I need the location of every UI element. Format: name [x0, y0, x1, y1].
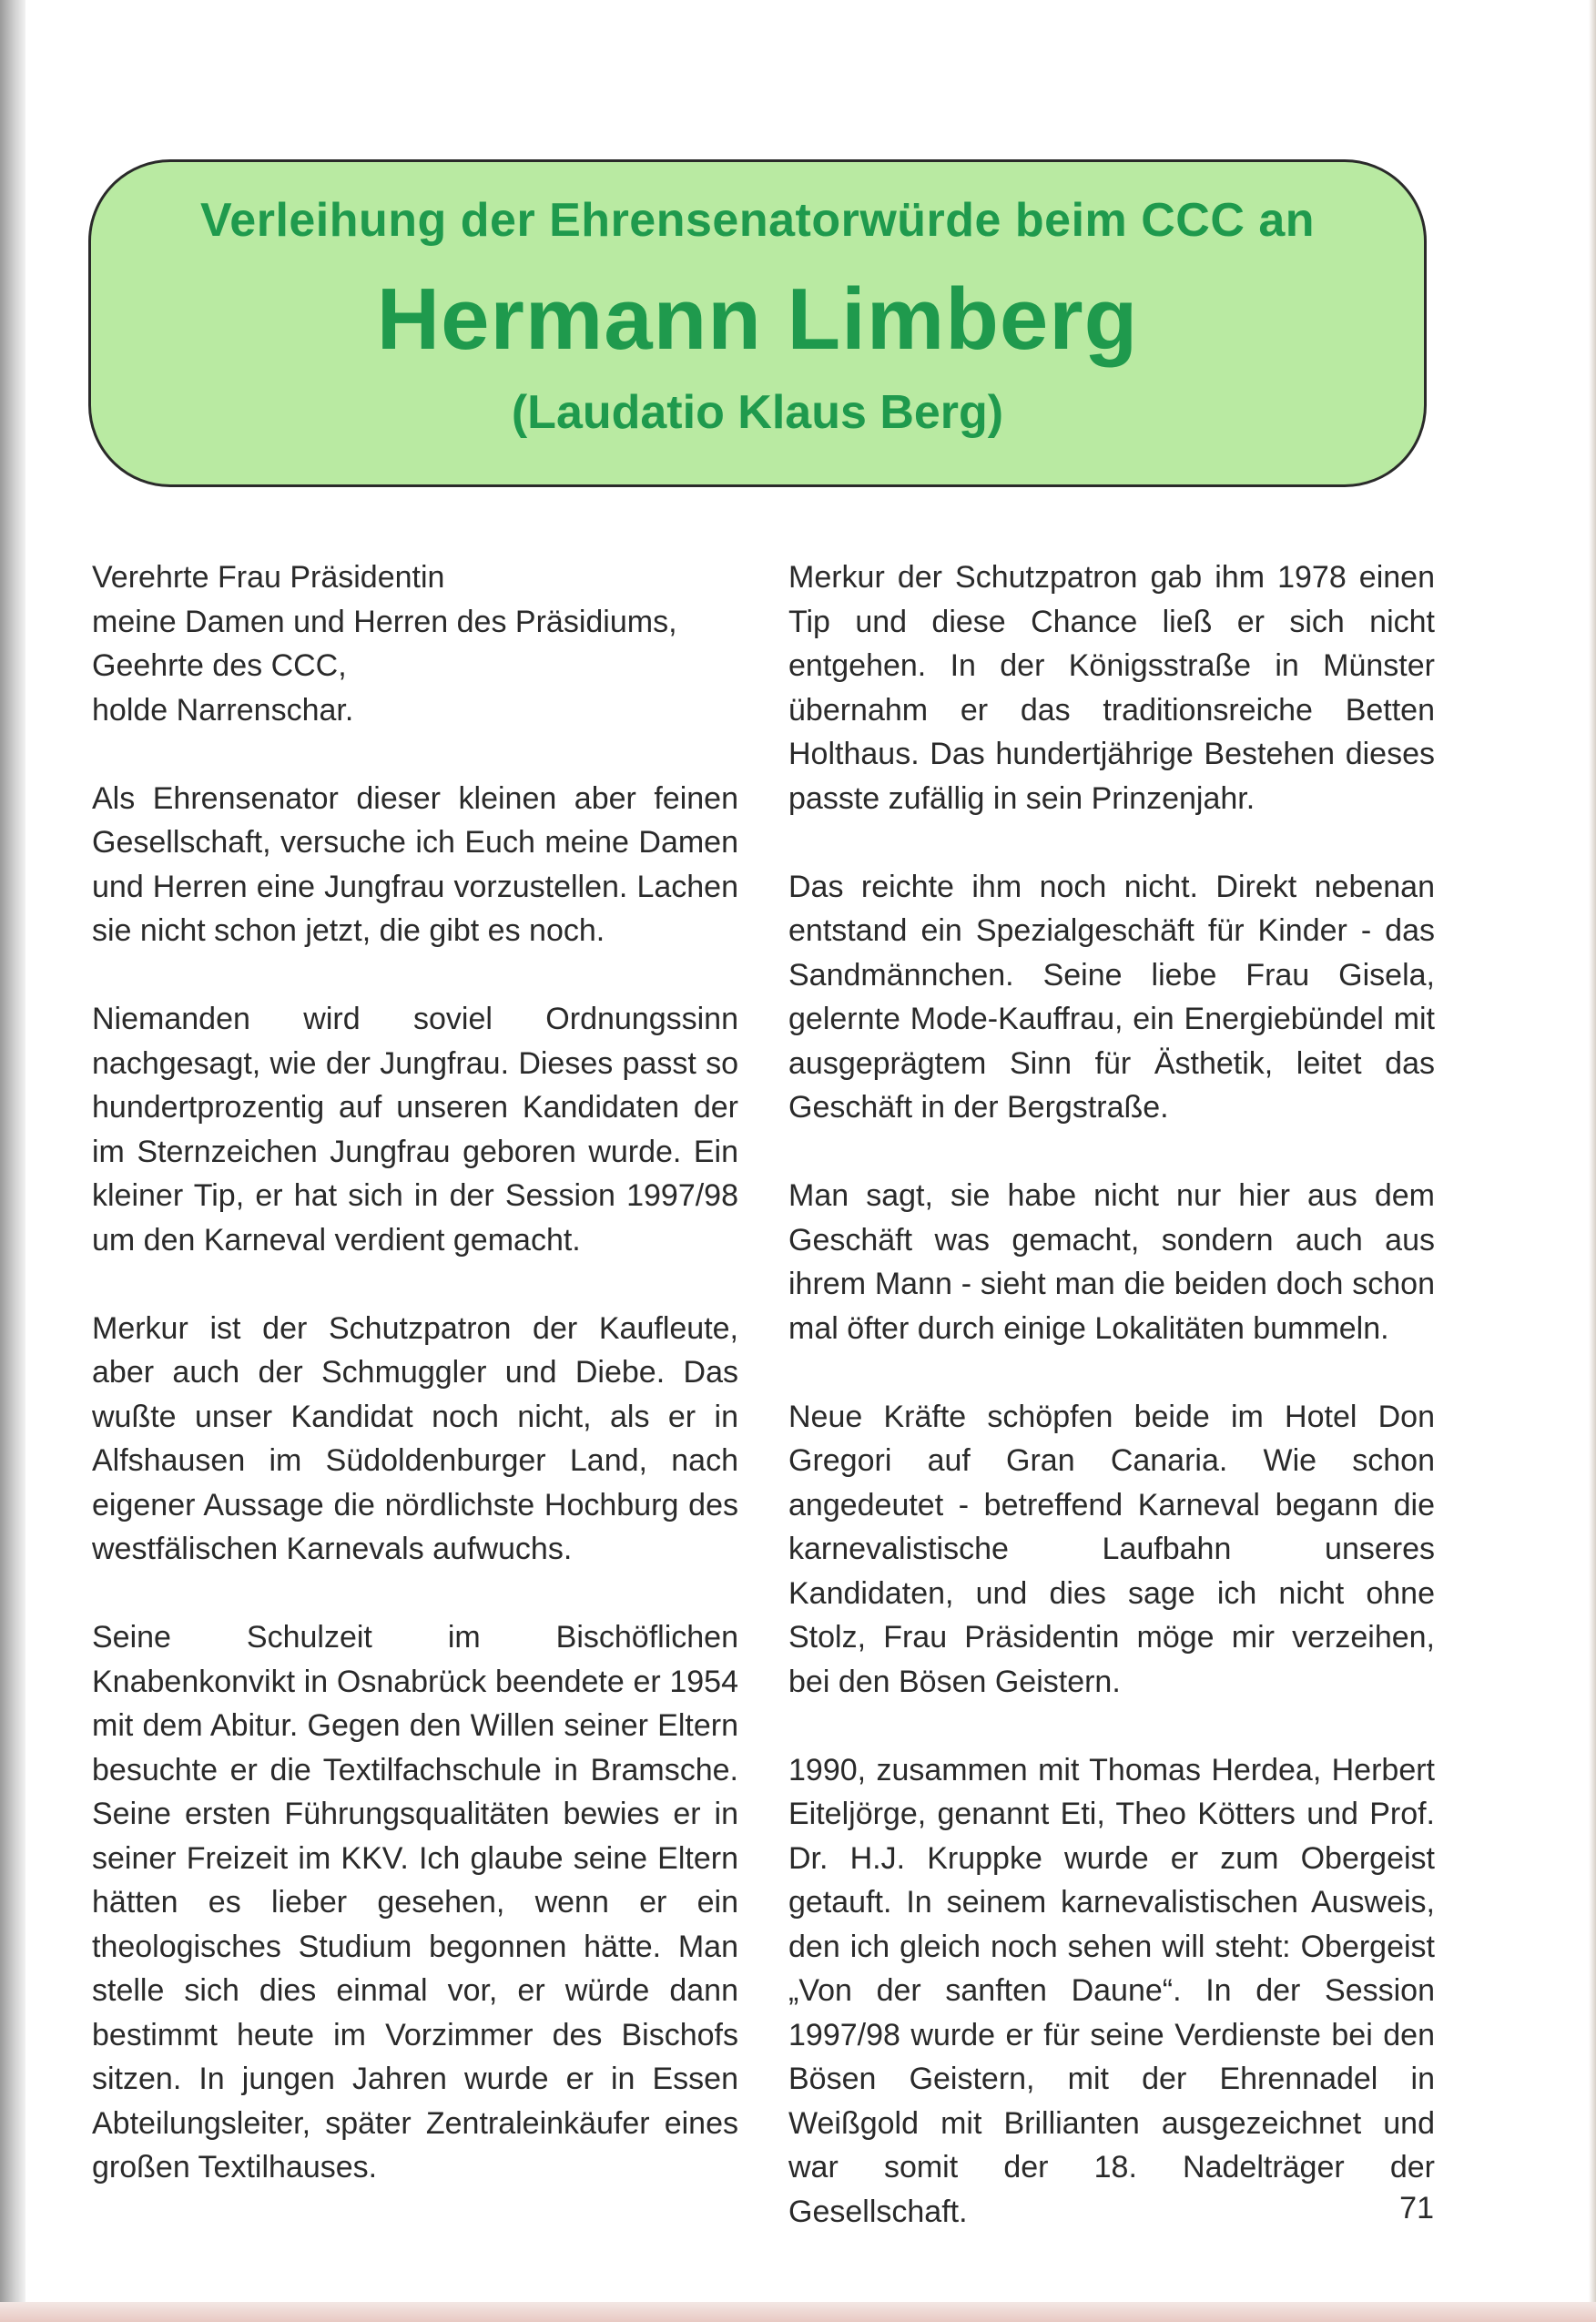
paragraph: Das reichte ihm noch nicht. Direkt nebenan entstand ein Spezialgeschäft für Kinder - das Sandmännchen. Seine liebe Frau Gisela, gelernte Mode-Kauffrau, ein Energiebündel mit ausgeprägtem Sinn für Ästhetik, leitet das Geschäft in der Bergstraße. [788, 869, 1435, 1125]
paragraph: Merkur ist der Schutzpatron der Kaufleute, aber auch der Schmuggler und Diebe. Das wußte unser Kandidat noch nicht, als er in Alfshausen im Südoldenburger Land, nach eigener Aussage die nördlichste Hochburg des westfälischen Karnevals aufwuchs. [92, 1310, 738, 1566]
title-subtitle: (Laudatio Klaus Berg) [511, 386, 1004, 439]
greeting-line: Verehrte Frau Präsidentin [92, 560, 445, 595]
paragraph: 1990, zusammen mit Thomas Herdea, Herbert Eiteljörge, genannt Eti, Theo Kötters und Prof. Dr. H.J. Kruppke wurde er zum Obergeist getauft. In seinem karnevalistischen Ausweis, den ich gleich noch sehen will steht: Obergeist „Von der sanften Daune“. In der Session 1997/98 wurde er für seine Verdienste bei den Bösen Geistern, mit der Ehrennadel in Weißgold mit Brillianten ausgezeichnet und war somit der 18. Nadelträger der Gesellschaft. [788, 1752, 1435, 2229]
greeting-line: holde Narrenschar. [92, 692, 354, 728]
next-page-strip [0, 2302, 1596, 2322]
title-pre-line: Verleihung der Ehrensenatorwürde beim CCC an [199, 194, 1316, 247]
paragraph: Seine Schulzeit im Bischöflichen Knabenkonvikt in Osnabrück beendete er 1954 mit dem Abitur. Gegen den Willen seiner Eltern besuchte er die Textilfachschule in Bramsche. Seine ersten Führungsqualitäten bewies er in seiner Freizeit im KKV. Ich glaube seine Eltern hätten es lieber gesehen, wenn er ein theologisches Studium begonnen hätte. Man stelle sich dies einmal vor, er würde dann bestimmt heute im Vorzimmer des Bischofs sitzen. In jungen Jahren wurde er in Essen Abteilungsleiter, später Zentraleinkäufer eines großen Textilhauses. [92, 1620, 738, 2185]
paragraph: Als Ehrensenator dieser kleinen aber feinen Gesellschaft, versuche ich Euch meine Damen und Herren eine Jungfrau vorzustellen. Lachen sie nicht schon jetzt, die gibt es noch. [92, 780, 738, 948]
title-banner [88, 159, 1427, 487]
page-number: 71 [1399, 2191, 1434, 2225]
left-column [92, 555, 738, 2234]
greeting-line: meine Damen und Herren des Präsidiums, [92, 604, 677, 639]
paragraph: Man sagt, sie habe nicht nur hier aus dem Geschäft was gemacht, sondern auch aus ihrem Mann - sieht man die beiden doch schon mal öfter durch einige Lokalitäten bummeln. [788, 1178, 1435, 1346]
paragraph: Merkur der Schutzpatron gab ihm 1978 einen Tip und diese Chance ließ er sich nicht entgehen. In der Königsstraße in Münster übernahm er das traditionsreiche Betten Holthaus. Das hundertjährige Bestehen dieses passte zufällig in sein Prinzenjahr. [788, 560, 1435, 816]
paragraph: Niemanden wird soviel Ordnungssinn nachgesagt, wie der Jungfrau. Dieses passt so hundertprozentig auf unseren Kandidaten der im Sternzeichen Jungfrau geboren wurde. Ein kleiner Tip, er hat sich in der Session 1997/98 um den Karneval verdient gemacht. [92, 1002, 738, 1258]
page-right-edge [1589, 0, 1596, 2322]
greeting-line: Geehrte des CCC, [92, 648, 347, 683]
honoree-name: Hermann Limberg [376, 270, 1139, 368]
paragraph: Neue Kräfte schöpfen beide im Hotel Don Gregori auf Gran Canaria. Wie schon angedeutet - betreffend Karneval begann die karnevalistische Laufbahn unseres Kandidaten, und dies sage ich nicht ohne Stolz, Frau Präsidentin möge mir verzeihen, bei den Bösen Geistern. [788, 1399, 1435, 1699]
page-binding-edge [0, 0, 25, 2322]
greeting [92, 555, 738, 732]
right-column [788, 555, 1435, 2278]
